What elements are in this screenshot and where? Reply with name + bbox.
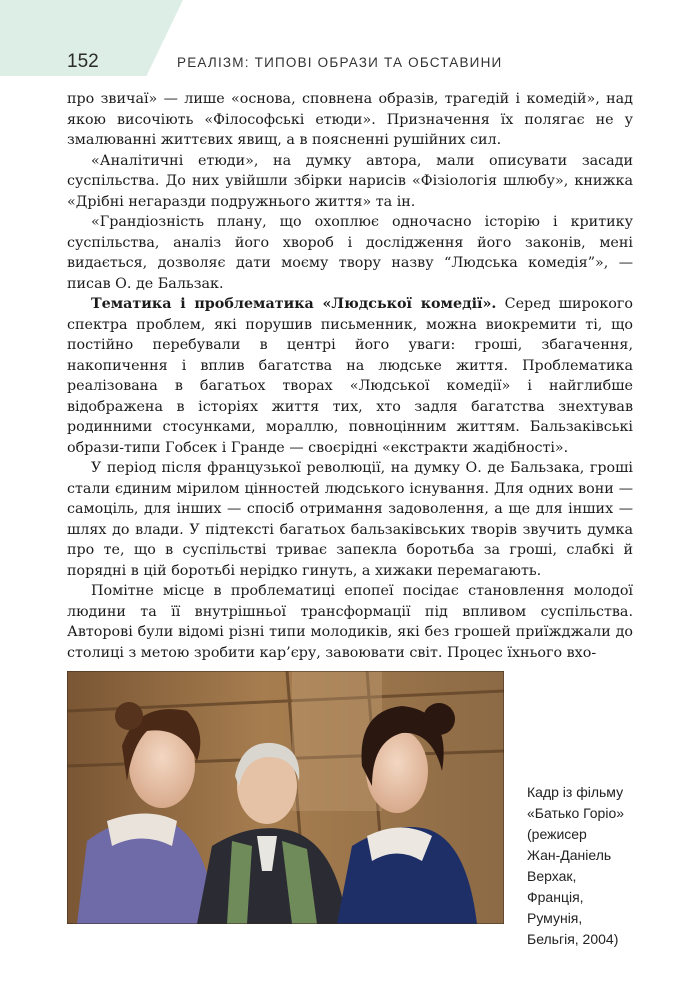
paragraph: «Аналітичні етюди», на думку автора, мали описувати засади суспільства. До них увійшли збірки нарисів «Фізіологія шлюбу», книжка «Дрібні негаразди подружнього життя» та ін. — [67, 152, 633, 210]
paragraph: Помітне місце в проблематиці епопеї посідає становлення молодої людини та її внутрішньої трансформації під впливом суспільства. Авторові були відомі різні типи молодиків, які без грошей приїжджали до столиці з метою зробити кар’єру, завоювати світ. Процес їхнього вхо- — [67, 583, 633, 661]
caption-line: (режисер — [527, 826, 587, 842]
caption-line: Жан-Даніель — [527, 847, 612, 863]
caption-line: Верхак, — [527, 868, 577, 884]
caption-line: Румунія, — [527, 910, 583, 926]
paragraph: У період після французької революції, на думку О. де Бальзака, гроші стали єдиним мірилом цінностей людського існування. Для одних вони — самоціль, для інших — спосіб отримання задоволення, а ще для інших — шлях до влади. У підтексті багатьох бальзаківських творів звучить думка про те, що в суспільстві триває запекла боротьба за гроші, слабкі й порядні в цій боротьбі нерідко гинуть, а хижаки перемагають. — [67, 460, 633, 579]
caption-line: Франція, — [527, 889, 584, 905]
film-still-image — [67, 671, 504, 924]
paragraph — [67, 294, 633, 458]
caption-line: Бельгія, 2004) — [527, 931, 619, 947]
figure-caption — [527, 782, 667, 950]
caption-line: Кадр із фільму — [527, 784, 624, 800]
section-heading: Тематика і проблематика «Людської комедії». — [91, 296, 497, 312]
running-title: РЕАЛІЗМ: ТИПОВІ ОБРАЗИ ТА ОБСТАВИНИ — [177, 55, 503, 70]
caption-line: «Батько Горіо» — [527, 805, 625, 821]
paragraph: про звичаї» — лише «основа, сповнена образів, трагедій і комедій», над якою височіють «Філософські етюди». Призначення їх полягає не у змалюванні життєвих явищ, а в поясненні рушійних сил. — [67, 91, 633, 148]
main-text — [67, 89, 633, 663]
page-number: 152 — [67, 51, 99, 72]
paragraph: «Грандіозність плану, що охоплює одночасно історію і критику суспільства, аналіз його хвороб і дослідження його законів, мені видається, дозволяє дати моєму твору назву “Людська комедія”», — писав О. де Бальзак. — [67, 214, 633, 292]
paragraph-text: Серед широкого спектра проблем, які порушив письменник, можна виокремити ті, що постійно перебували в центрі його уваги: гроші, збагачення, накопичення і вплив багатства на людське життя. Проблематика реалізована в багатьох творах «Людської комедії» і найглибше відображена в історіях життя тих, хто задля багатства знехтував родинними стосунками, мораллю, повноцінним життям. Бальзаківські образи-типи Гобсек і Гранде — своєрідні «екстракти жадібності». — [67, 296, 633, 456]
